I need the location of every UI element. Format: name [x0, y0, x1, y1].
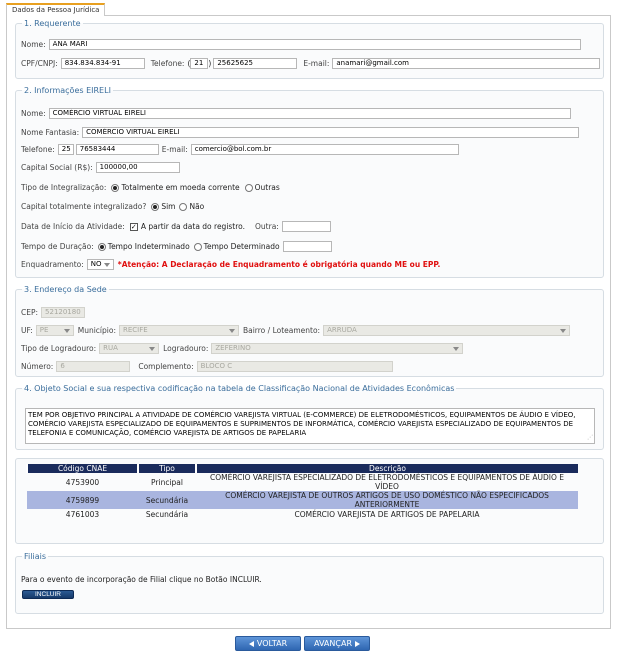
sede-uf-select[interactable]: PE	[36, 325, 74, 336]
resize-grip-icon[interactable]: ⋰	[587, 434, 593, 441]
cnae-header-descricao: Descrição	[196, 464, 578, 473]
eireli-fantasia-label: Nome Fantasia:	[21, 128, 80, 137]
section-requerente-title: 1. Requerente	[24, 19, 81, 28]
eireli-duracao-label: Tempo de Duração:	[21, 242, 94, 251]
integracao-moeda-text: Totalmente em moeda corrente	[121, 183, 240, 192]
cnae-descricao: COMÉRCIO VAREJISTA DE OUTROS ARTIGOS DE USO DOMÉSTICO NÃO ESPECIFICADOS ANTERIORMENTE	[196, 491, 578, 509]
integracao-outras-radio[interactable]	[245, 184, 253, 192]
cnae-codigo: 4753900	[65, 477, 100, 487]
section-requerente	[15, 19, 604, 79]
requerente-telefone-label: Telefone:	[150, 59, 185, 68]
eireli-integralizado-label: Capital totalmente integralizado?	[21, 202, 147, 211]
enquadramento-select[interactable]: NO	[87, 259, 114, 270]
integralizado-sim-radio[interactable]	[151, 203, 159, 211]
eireli-email-label: E-mail:	[161, 145, 188, 154]
section-eireli	[15, 86, 604, 278]
table-row[interactable]	[27, 491, 578, 509]
cnae-header-tipo: Tipo	[138, 464, 196, 473]
voltar-button[interactable]	[235, 636, 301, 651]
requerente-email-label: E-mail:	[303, 59, 330, 68]
requerente-nome-input[interactable]: ANA MARI	[49, 39, 581, 50]
duracao-input[interactable]	[283, 241, 332, 252]
section-filiais-title: Filiais	[24, 552, 46, 561]
objeto-social-textarea[interactable]	[25, 408, 595, 444]
sede-cep-input[interactable]: 52120180	[41, 307, 85, 318]
requerente-nome-label: Nome:	[21, 40, 46, 49]
sede-tipo-select[interactable]: RUA	[99, 343, 159, 354]
integralizado-sim-text: Sim	[161, 202, 176, 211]
requerente-telefone-open: (	[187, 59, 191, 68]
duracao-determinado-radio[interactable]	[194, 243, 202, 251]
inicio-registro-text: A partir da data do registro.	[140, 222, 246, 231]
requerente-cpf-label: CPF/CNPJ:	[21, 59, 58, 68]
eireli-telefone-input[interactable]: 76583444	[76, 144, 159, 155]
eireli-nome-input[interactable]: COMÉRCIO VIRTUAL EIRELI	[49, 108, 571, 119]
sede-complemento-label: Complemento:	[138, 362, 194, 371]
sede-municipio-select[interactable]: RECIFE	[119, 325, 239, 336]
sede-uf-label: UF:	[21, 326, 33, 335]
requerente-ddd-input[interactable]: 21	[190, 58, 208, 69]
enquadramento-warning: *Atenção: A Declaração de Enquadramento é obrigatória quando ME ou EPP.	[117, 260, 441, 269]
eireli-email-input[interactable]: comercio@bol.com.br	[191, 144, 459, 155]
voltar-label: VOLTAR	[256, 639, 288, 648]
section-eireli-title: 2. Informações EIRELI	[24, 86, 111, 95]
requerente-cpf-input[interactable]: 834.834.834-91	[61, 58, 145, 69]
table-row[interactable]	[27, 473, 578, 491]
sede-complemento-input[interactable]: BLOCO C	[197, 361, 393, 372]
cnae-tipo: Secundária	[145, 510, 189, 519]
eireli-inicio-label: Data de Início da Atividade:	[21, 222, 125, 231]
avancar-label: AVANÇAR	[314, 639, 352, 648]
sede-tipo-label: Tipo de Logradouro:	[21, 344, 97, 353]
eireli-integracao-label: Tipo de Integralização:	[21, 183, 107, 192]
section-objeto-social	[15, 384, 604, 450]
sede-numero-label: Número:	[21, 362, 54, 371]
integracao-outras-text: Outras	[254, 183, 280, 192]
integralizado-nao-text: Não	[189, 202, 205, 211]
integralizado-nao-radio[interactable]	[179, 203, 187, 211]
cnae-descricao: COMÉRCIO VAREJISTA DE ARTIGOS DE PAPELARIA	[294, 510, 480, 519]
filiais-instructions: Para o evento de incorporação de Filial clique no Botão INCLUIR.	[21, 575, 262, 584]
eireli-fantasia-input[interactable]: COMÉRCIO VIRTUAL EIRELI	[82, 127, 579, 138]
cnae-table	[26, 464, 578, 520]
objeto-social-text: TEM POR OBJETIVO PRINCIPAL A ATIVIDADE DE COMÉRCIO VAREJISTA VIRTUAL (E-COMMERCE) DE ELETRODOMÉSTICOS, EQUIPAMENTOS DE ÁUDIO E VÍDEO, COMÉRCIO VAREJISTA ESPECIALIZADO DE EQUIPAMENTOS E SUPRIMENTOS DE INFORMÁTICA, COMÉRCIO VAREJISTA ESPECIALIZADO DE EQUIPAMENTOS DE TELEFONIA E COMUNICAÇÃO, COMÉRCIO VAREJISTA DE ARTIGOS DE PAPELARIA	[28, 411, 576, 437]
sede-municipio-label: Município:	[77, 326, 116, 335]
requerente-telefone-input[interactable]: 25625625	[213, 58, 297, 69]
sede-logradouro-select[interactable]: ZEFERINO	[211, 343, 463, 354]
section-objeto-title: 4. Objeto Social e sua respectiva codificação na tabela de Classificação Nacional de Atividades Econômicas	[24, 384, 455, 393]
section-cnae	[15, 458, 604, 544]
eireli-ddd-input[interactable]: 25	[58, 144, 74, 155]
eireli-enquadramento-label: Enquadramento:	[21, 260, 84, 269]
arrow-right-icon	[355, 641, 360, 647]
duracao-indeterminado-radio[interactable]	[98, 243, 106, 251]
sede-numero-input[interactable]: 6	[56, 361, 130, 372]
arrow-left-icon	[249, 641, 254, 647]
sede-logradouro-label: Logradouro:	[163, 344, 209, 353]
section-filiais	[15, 552, 604, 614]
incluir-button[interactable]: INCLUIR	[22, 590, 74, 599]
form-panel	[6, 15, 611, 629]
avancar-button[interactable]	[304, 636, 370, 651]
eireli-capital-input[interactable]: 100000,00	[96, 162, 180, 173]
eireli-capital-label: Capital Social (R$):	[21, 163, 93, 172]
section-sede	[15, 285, 604, 377]
cnae-header-codigo: Código CNAE	[27, 464, 138, 473]
cnae-codigo: 4761003	[65, 510, 100, 519]
requerente-telefone-close: )	[208, 59, 212, 68]
inicio-registro-checkbox[interactable]: ✓	[130, 222, 137, 231]
sede-bairro-label: Bairro / Loteamento:	[242, 326, 321, 335]
requerente-email-input[interactable]: anamari@gmail.com	[332, 58, 600, 69]
sede-cep-label: CEP:	[21, 308, 39, 317]
inicio-outra-label: Outra:	[255, 222, 279, 231]
integracao-moeda-radio[interactable]	[111, 184, 119, 192]
duracao-determinado-text: Tempo Determinado	[203, 242, 280, 251]
eireli-nome-label: Nome:	[21, 109, 46, 118]
cnae-descricao: COMÉRCIO VAREJISTA ESPECIALIZADO DE ELETRODOMÉSTICOS E EQUIPAMENTOS DE ÁUDIO E VÍDEO	[209, 473, 564, 491]
sede-bairro-select[interactable]: ARRUDA	[323, 325, 570, 336]
section-sede-title: 3. Endereço da Sede	[24, 285, 107, 294]
eireli-telefone-label: Telefone:	[21, 145, 55, 154]
tab-dados-pessoa-juridica[interactable]: Dados da Pessoa Jurídica	[6, 3, 105, 16]
inicio-outra-input[interactable]	[282, 221, 331, 232]
cnae-tipo: Principal	[151, 477, 183, 487]
cnae-tipo: Secundária	[138, 491, 196, 509]
cnae-codigo: 4759899	[27, 491, 138, 509]
duracao-indeterminado-text: Tempo Indeterminado	[107, 242, 190, 251]
table-row[interactable]	[27, 509, 578, 520]
